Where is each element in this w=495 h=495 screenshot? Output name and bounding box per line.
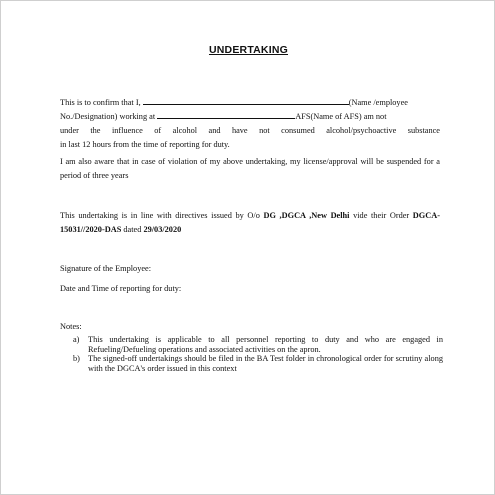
issuing-authority: DG ,DGCA ,New Delhi (263, 211, 350, 220)
confirmation-line-1: This is to confirm that I, (Name /employee (60, 98, 408, 107)
order-date: 29/03/2020 (143, 225, 182, 234)
order-number: DGCA-15031//2020-DAS (60, 211, 440, 234)
confirmation-line-3: under the influence of alcohol and have not consumed alcohol/psychoactive substance (60, 126, 440, 135)
note-text: The signed-off undertakings should be filed in the BA Test folder in chronological order for scrutiny along with the DGCA's order issued in this context (88, 354, 443, 373)
note-text: This undertaking is applicable to all personnel reporting to duty and who are engaged in Refueling/Defueling operations and associated activities on the apron. (88, 335, 443, 354)
note-item (73, 335, 443, 354)
signature-label: Signature of the Employee: (60, 264, 152, 273)
awareness-paragraph: I am also aware that in case of violation of my above undertaking, my license/approval will be suspended for a period of three years (60, 157, 440, 180)
confirmation-line-4: in last 12 hours from the time of reporting for duty. (60, 140, 230, 149)
note-label: b) (73, 354, 80, 363)
note-label: a) (73, 335, 80, 344)
notes-list (73, 335, 443, 373)
confirmation-paragraph (60, 96, 440, 152)
note-item (73, 354, 443, 373)
page-title: UNDERTAKING (208, 44, 288, 56)
confirmation-line-2: No./Designation) working at AFS(Name of AFS) am not (60, 112, 387, 121)
directive-paragraph: This undertaking is in line with directives issued by O/o DG ,DGCA ,New Delhi vide their Order DGCA-15031//2020-DAS dated 29/03/2020 (60, 211, 440, 234)
notes-heading: Notes: (60, 322, 82, 331)
reporting-datetime-label: Date and Time of reporting for duty: (60, 284, 182, 293)
name-blank-line (143, 96, 349, 105)
afs-blank-line (157, 110, 295, 119)
